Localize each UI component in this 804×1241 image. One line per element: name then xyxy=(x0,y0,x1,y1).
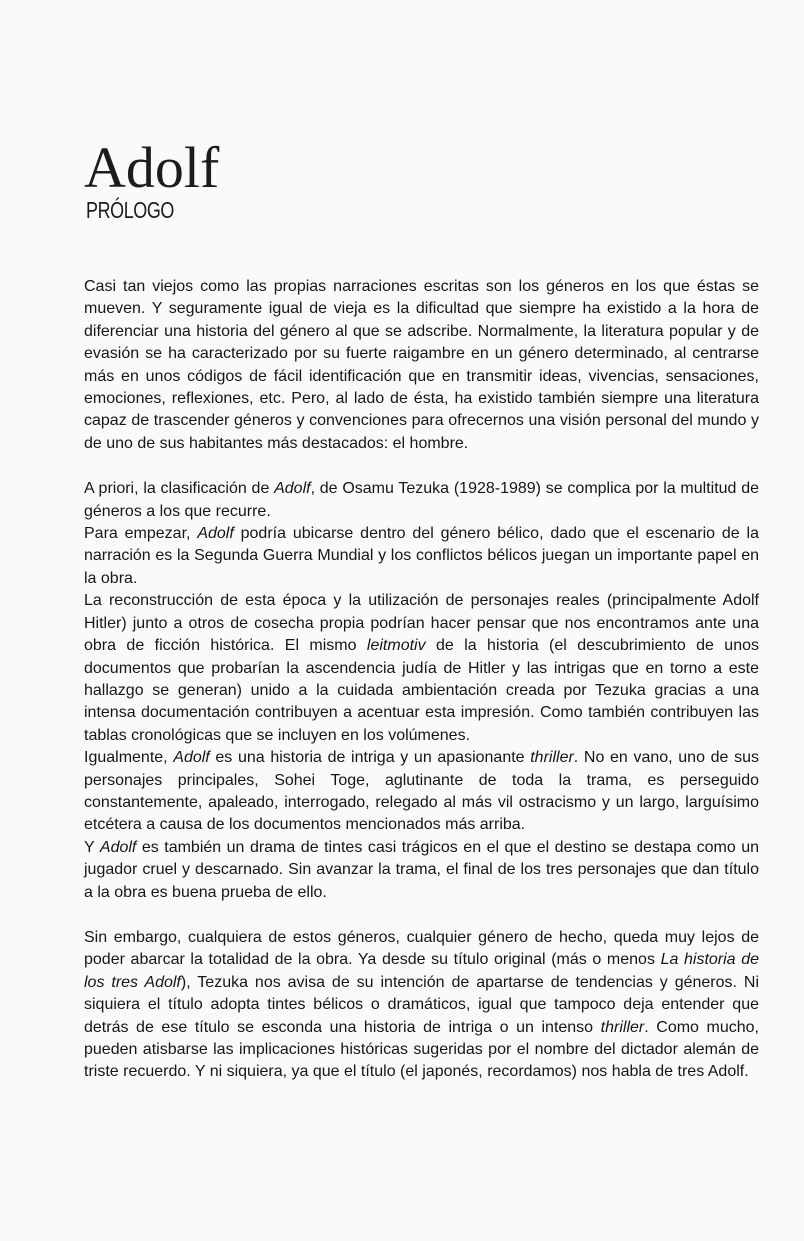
paragraph-intro: Casi tan viejos como las propias narraciones escritas son los géneros en los que éstas se mueven. Y seguramente igual de vieja es la dificultad que siempre ha existido a la hora de diferenciar una historia del género al que se adscribe. Normalmente, la literatura popular y de evasión se ha caracterizado por su fuerte raigambre en un género determinado, al centrarse más en unos códigos de fácil identificación que en transmitir ideas, vivencias, sensaciones, emociones, reflexiones, etc. Pero, al lado de ésta, ha existido también siempre una literatura capaz de trascender géneros y convenciones para ofrecernos una visión personal del mundo y de uno de sus habitantes más destacados: el hombre. xyxy=(84,278,759,452)
paragraph-historica: La reconstrucción de esta época y la utilización de personajes reales (principalmente Adolf Hitler) junto a otros de cosecha propia podrían hacer pensar que nos encontramos ante una obra de ficción histórica. El mismo leitmotiv de la historia (el descubrimiento de unos documentos que probarían la ascendencia judía de Hitler y las intrigas que en torno a este hallazgo se generan) unido a la cuidada ambientación creada por Tezuka gracias a una intensa documentación contribuyen a acentuar esta impresión. Como también contribuyen las tablas cronológicas que se incluyen en los volúmenes. xyxy=(84,592,759,744)
page-subtitle: PRÓLOGO xyxy=(86,197,174,223)
page-title: Adolf xyxy=(84,135,220,200)
paragraph-belico: Para empezar, Adolf podría ubicarse dentro del género bélico, dado que el escenario de la narración es la Segunda Guerra Mundial y los conflictos bélicos juegan un importante papel en la obra. xyxy=(84,525,759,587)
paragraph-a-priori: A priori, la clasificación de Adolf, de Osamu Tezuka (1928-1989) se complica por la multitud de géneros a los que recurre. xyxy=(84,480,759,520)
paragraph-sin-embargo: Sin embargo, cualquiera de estos géneros, cualquier género de hecho, queda muy lejos de poder abarcar la totalidad de la obra. Ya desde su título original (más o menos La historia de los tres Adolf), Tezuka nos avisa de su intención de apartarse de tendencias y géneros. Ni siquiera el título adopta tintes bélicos o dramáticos, igual que tampoco deja entender que detrás de ese título se esconda una historia de intriga o un intenso thriller. Como mucho, pueden atisbarse las implicaciones históricas sugeridas por el nombre del dictador alemán de triste recuerdo. Y ni siquiera, ya que el título (el japonés, recordamos) nos habla de tres Adolf. xyxy=(84,928,760,1081)
paragraph-intriga: Igualmente, Adolf es una historia de intriga y un apasionante thriller. No en vano, uno de sus personajes principales, Sohei Toge, aglutinante de toda la trama, es perseguido constantemente, apaleado, interrogado, relegado al más vil ostracismo y un largo, larguísimo etcétera a causa de los documentos mencionados más arriba. xyxy=(84,749,759,834)
paragraph-drama: Y Adolf es también un drama de tintes casi trágicos en el que el destino se destapa como un jugador cruel y descarnado. Sin avanzar la trama, el final de los tres personajes que dan título a la obra es buena prueba de ello. xyxy=(84,838,760,901)
prologue-body xyxy=(84,276,759,1084)
